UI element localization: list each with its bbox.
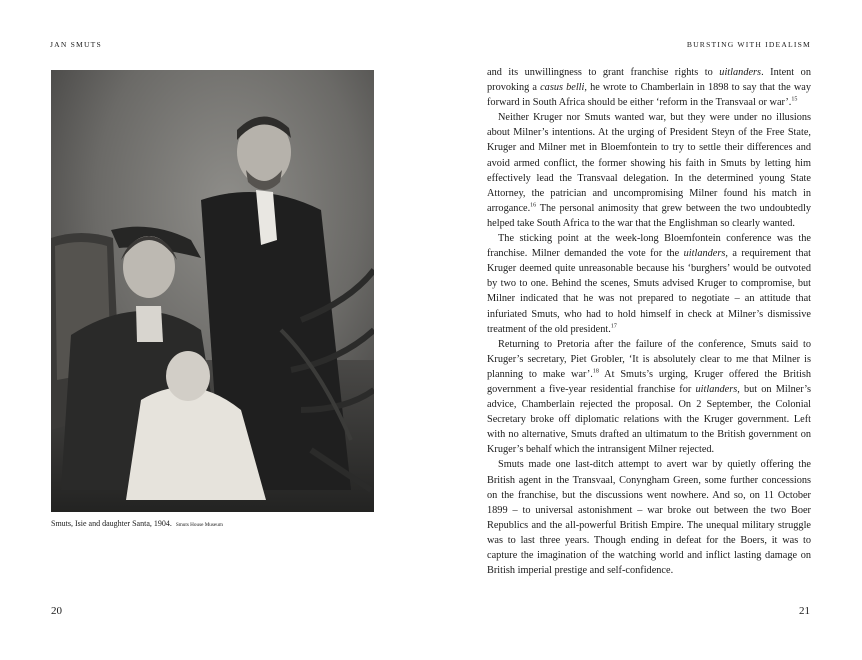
running-head-right: BURSTING WITH IDEALISM: [686, 40, 811, 49]
paragraph-2: Neither Kruger nor Smuts wanted war, but they were under no illusions about Milner’s intentions. At the urging of President Steyn of the Free State, Kruger and Milner met in Bloemfontein to try to settle their differences and avoid armed conflict, the former showing his faith in Smuts by letting him effectively lead the Transvaal delegation. In the determined young State Attorney, the patrician and uncompromising Milner found his match in arrogance.$^{16}$ The personal animosity that grew between the two undoubtedly helped take South Africa to the war that the Englishman so clearly wanted.: [487, 112, 811, 229]
footnote-ref: 17: [610, 323, 617, 330]
paragraph-5: Smuts made one last-ditch attempt to avert war by quietly offering the British agent in the Transvaal, Conyngham Green, some further concessions on the franchise, but the discussions went nowhere. And so, on 11 October 1899 – to universal astonishment – war broke out between the two Boer Republics and the all-powerful British Empire. The unequal military struggle was to last three years. Though ending in defeat for the Boers, it was to capture the imagination of the watching world and inflict lasting damage on British imperial prestige and self-confidence.: [487, 459, 811, 577]
page-number-right: 21: [799, 605, 810, 617]
footnote-ref: 15: [791, 96, 798, 103]
paragraph-3: The sticking point at the week-long Bloemfontein conference was the franchise. Milner demanded the vote for the uitlanders, a requirement that Kruger deemed quite unreasonable because his ‘burghers’ would be outvoted by two to one. Behind the scenes, Smuts advised Kruger to compromise, but Milner indicated that he was not prepared to negotiate – an attitude that infuriated Smuts, who had to hold himself in check at Milner’s dismissive treatment of the old president.$^{17}$: [487, 233, 811, 335]
body-text: [487, 65, 811, 578]
photo-caption: [51, 519, 381, 528]
family-photograph: [51, 70, 374, 512]
running-head-left: JAN SMUTS: [50, 40, 102, 49]
footnote-ref: 16: [530, 202, 537, 209]
photograph-illustration: [51, 70, 374, 512]
caption-text: Smuts, Isie and daughter Santa, 1904.: [51, 519, 172, 528]
page-number-left: 20: [51, 605, 62, 617]
paragraph-1: and its unwillingness to grant franchise rights to uitlanders. Intent on provoking a casus belli, he wrote to Chamberlain in 1898 to say that the way forward in South Africa should be either ‘reform in the Transvaal or war’.$^{15}$: [487, 67, 811, 109]
paragraph-4: Returning to Pretoria after the failure of the conference, Smuts said to Kruger’s secretary, Piet Grobler, ‘It is absolutely clear to me that Milner is planning to make war’.$^{18}$ At Smuts’s urging, Kruger offered the British government a five-year residential franchise for uitlanders, but on Milner’s advice, Chamberlain rejected the proposal. On 2 September, the Colonial Secretary broke off diplomatic relations with the Kruger government. Left with no alternative, Smuts drafted an ultimatum to the British government on Kruger’s behalf which the intransigent Milner rejected.: [487, 338, 812, 456]
footnote-ref: 18: [592, 368, 599, 375]
caption-credit: Smuts House Museum: [175, 522, 223, 528]
